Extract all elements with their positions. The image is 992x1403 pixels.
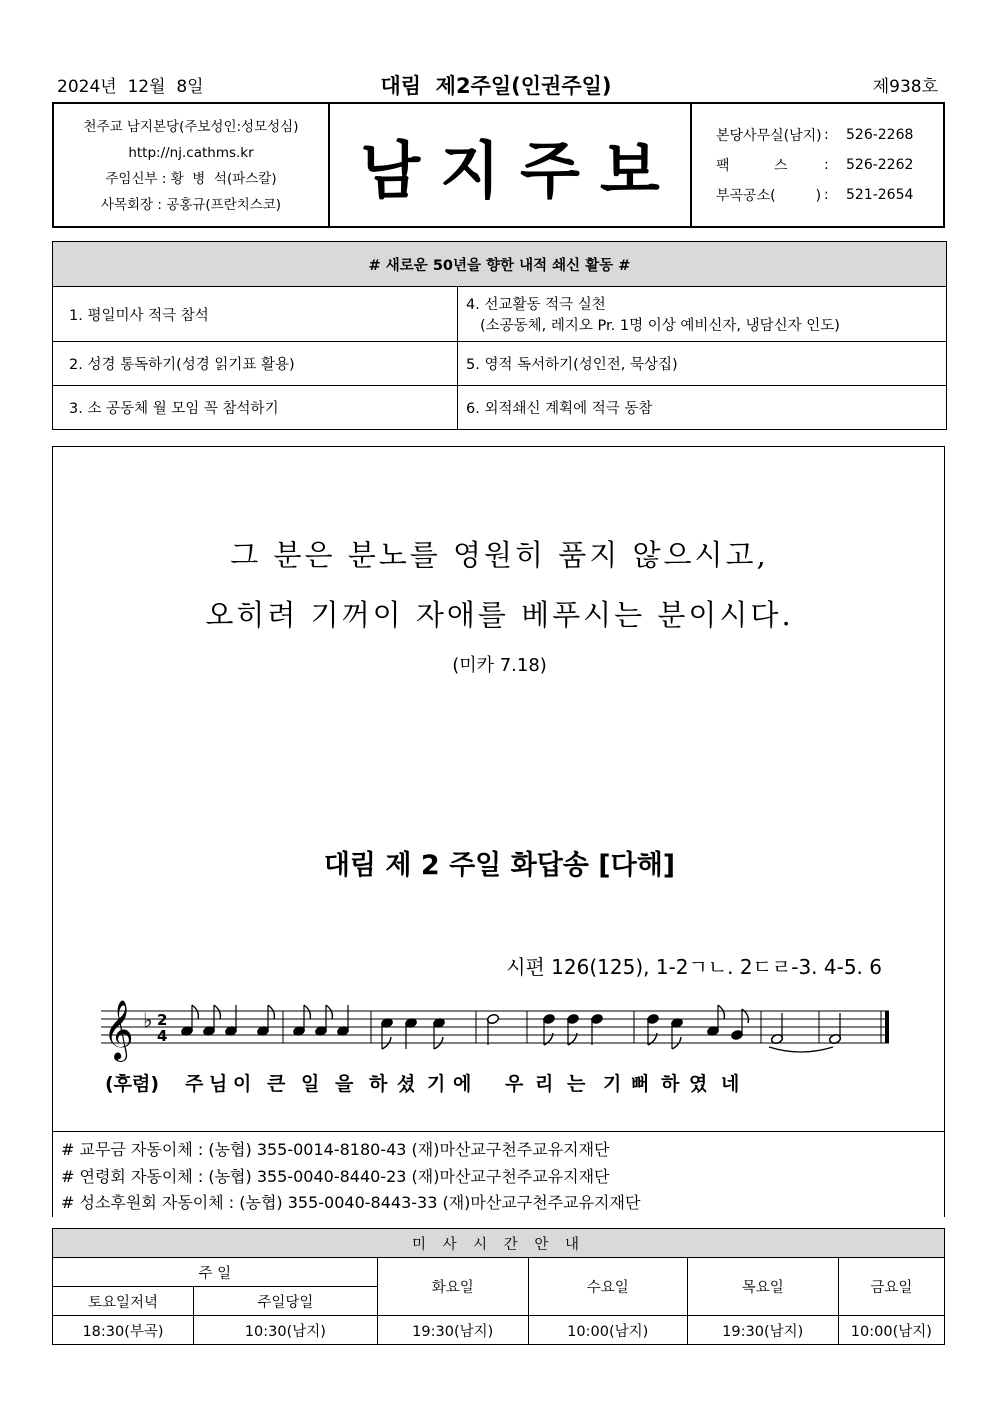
- paper-title-box: [330, 104, 692, 226]
- contact-separator: :: [824, 127, 829, 143]
- auto-transfer-info: [52, 1131, 945, 1217]
- lyric-syllable: 기: [427, 1073, 446, 1095]
- lyric-syllable: 네: [721, 1073, 740, 1095]
- bulletin-date: 2024년 12월 8일: [57, 77, 204, 97]
- parish-url[interactable]: http://nj.cathms.kr: [128, 145, 254, 161]
- lyric-syllable: 우: [505, 1073, 524, 1095]
- lyric-syllable: 기: [603, 1073, 622, 1095]
- thursday-header: 목요일: [687, 1258, 838, 1316]
- verse-line-2: 오히려 기꺼이 자애를 베푸시는 분이시다.: [205, 598, 794, 632]
- parish-info: [54, 104, 330, 226]
- lyrics-line: [105, 1069, 745, 1096]
- mass-time: 19:30(남지): [687, 1316, 838, 1345]
- contact-label: 팩 스: [716, 158, 788, 174]
- lyric-syllable: 일: [301, 1073, 320, 1095]
- contact-separator: :: [824, 187, 829, 203]
- contact-list: [692, 104, 943, 226]
- renewal-item-text: 4. 선교활동 적극 실천: [466, 297, 606, 313]
- lyric-syllable: 는: [567, 1073, 586, 1095]
- contact-label: 부곡공소( ): [716, 188, 822, 204]
- renewal-item: 5. 영적 독서하기(성인전, 묵상집): [458, 342, 947, 386]
- lyric-syllable: 에: [453, 1073, 472, 1095]
- tie: [769, 1047, 833, 1052]
- mass-schedule-table: [52, 1228, 945, 1345]
- lyric-syllable: 뻐: [631, 1073, 650, 1095]
- contact-value: 526-2262: [846, 157, 914, 173]
- mass-time: 18:30(부곡): [53, 1316, 194, 1345]
- parish-name: 천주교 남지본당(주보성인:성모성심): [83, 119, 299, 135]
- verse-reference: (미카 7.18): [452, 655, 547, 676]
- note-flag: [192, 1005, 198, 1019]
- transfer-line: # 연령회 자동이체 : (농협) 355-0040-8440-23 (재)마산교구천주교유지재단: [61, 1166, 610, 1186]
- renewal-title: # 새로운 50년을 향한 내적 쇄신 활동 #: [53, 242, 947, 287]
- paper-name: 남지주보: [360, 133, 680, 207]
- mass-time: 10:00(남지): [528, 1316, 687, 1345]
- renewal-item-detail: (소공동체, 레지오 Pr. 1명 이상 예비신자, 냉담신자 인도): [480, 318, 840, 334]
- note-flag: [214, 1005, 220, 1019]
- treble-clef-icon: 𝄞: [103, 1000, 134, 1060]
- renewal-item: 3. 소 공동체 월 모임 꼭 참석하기: [53, 386, 458, 430]
- saturday-evening-header: 토요일저녁: [53, 1287, 194, 1316]
- contact-label: 본당사무실(남지): [716, 128, 822, 144]
- psalm-title: 대림 제 2 주일 화답송 [다해]: [323, 850, 676, 881]
- friday-header: 금요일: [838, 1258, 944, 1316]
- lyric-syllable: 님: [209, 1073, 228, 1095]
- flat-icon: ♭: [143, 1008, 153, 1032]
- liturgical-day-title: 대림 제2주일(인권주일): [380, 74, 612, 98]
- transfer-line: # 성소후원회 자동이체 : (농협) 355-0040-8443-33 (재)마산교구천주교유지재단: [61, 1193, 641, 1212]
- renewal-item: [458, 287, 947, 342]
- psalm-reference: 시편 126(125), 1-2ㄱㄴ. 2ㄷㄹ-3. 4-5. 6: [506, 955, 882, 979]
- renewal-item: 1. 평일미사 적극 참석: [53, 287, 458, 342]
- renewal-item: 2. 성경 통독하기(성경 읽기표 활용): [53, 342, 458, 386]
- lyric-syllable: 하: [661, 1073, 680, 1095]
- sunday-header: 주 일: [53, 1258, 378, 1287]
- lyric-syllable: 을: [335, 1073, 354, 1095]
- note-flag: [718, 1005, 724, 1019]
- contact-office: [716, 120, 943, 150]
- contact-value: 526-2268: [846, 127, 914, 143]
- lyric-syllable: 셨: [397, 1073, 416, 1095]
- lyric-syllable: 하: [369, 1073, 388, 1095]
- main-content-box: [52, 446, 945, 1131]
- renewal-activities-table: [52, 241, 947, 430]
- transfer-line: # 교무금 자동이체 : (농협) 355-0014-8180-43 (재)마산교구천주교유지재단: [61, 1140, 610, 1159]
- lyric-syllable: 이: [233, 1073, 252, 1095]
- contact-fax: [716, 150, 943, 180]
- sunday-day-header: 주일당일: [194, 1287, 378, 1316]
- mass-time: 10:30(남지): [194, 1316, 378, 1345]
- refrain-label: (후렴): [105, 1073, 160, 1095]
- renewal-item: 6. 외적쇄신 계획에 적극 동참: [458, 386, 947, 430]
- note-flag: [268, 1005, 274, 1019]
- mass-schedule-title: 미 사 시 간 안 내: [53, 1229, 945, 1258]
- mass-time: 10:00(남지): [838, 1316, 944, 1345]
- lyric-syllable: 였: [689, 1073, 708, 1095]
- contact-value: 521-2654: [846, 187, 914, 203]
- time-signature-bottom: 4: [157, 1027, 168, 1045]
- final-barline: [885, 1011, 889, 1043]
- lyric-syllable: 주: [185, 1073, 204, 1095]
- contact-mission-station: [716, 180, 943, 210]
- note-flag: [304, 1005, 310, 1019]
- music-staff: [101, 995, 901, 1065]
- mass-time: 19:30(남지): [377, 1316, 528, 1345]
- pastor-name: 주임신부 : 황 병 석(파스칼): [105, 171, 277, 187]
- verse-line-1: 그 분은 분노를 영원히 품지 않으시고,: [230, 538, 769, 572]
- lyric-syllable: 큰: [267, 1073, 286, 1095]
- wednesday-header: 수요일: [528, 1258, 687, 1316]
- note-flag: [326, 1005, 332, 1019]
- masthead: [52, 102, 945, 228]
- lyric-syllable: 리: [535, 1073, 554, 1095]
- tuesday-header: 화요일: [377, 1258, 528, 1316]
- contact-separator: :: [824, 157, 829, 173]
- time-signature-top: 2: [157, 1011, 168, 1029]
- issue-number: 제938호: [872, 77, 938, 97]
- council-president: 사목회장 : 공홍규(프란치스코): [100, 197, 282, 213]
